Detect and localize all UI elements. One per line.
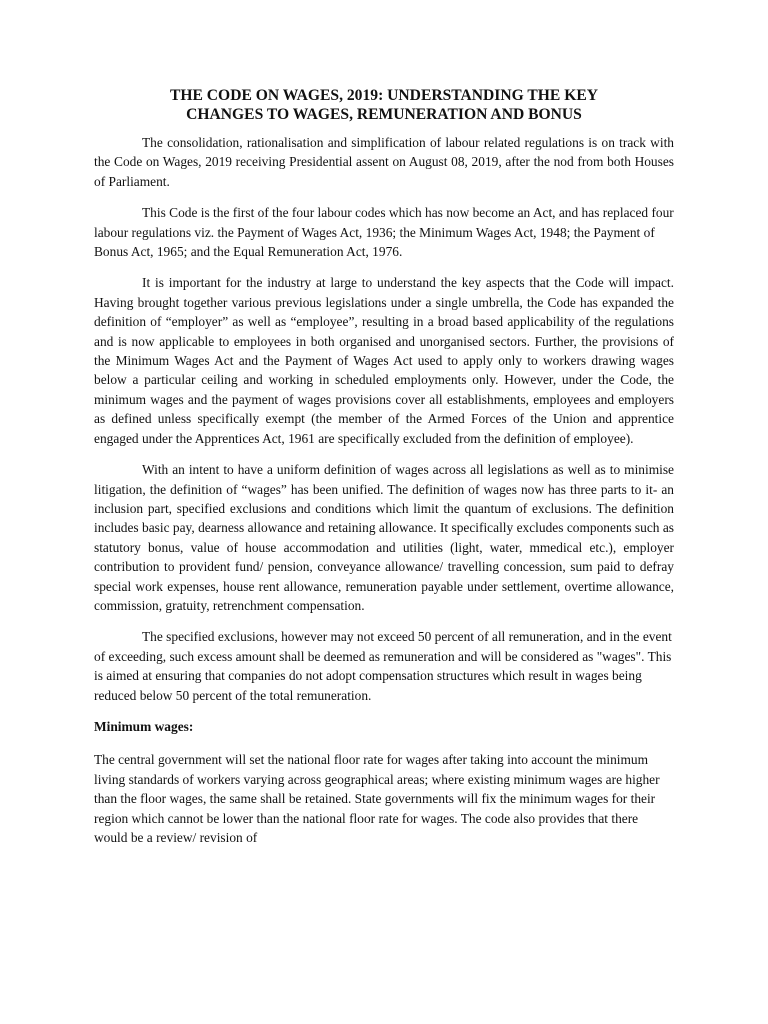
paragraph-wages-definition: With an intent to have a uniform definition of wages across all legislations as well as to minimise litigation, the definition of “wages” has been unified. The definition of wages now has three parts to it- an inclusion part, specified exclusions and conditions which limit the quantum of exclusions. The definition includes basic pay, dearness allowance and retaining allowance. It specifically excludes components such as statutory bonus, value of house accommodation and utilities (light, water, mmedical etc.), employer contribution to provident fund/ pension, conveyance allowance/ travelling concession, sum paid to defray special work expenses, house rent allowance, remuneration payable under settlement, overtime allowance, commission, gratuity, retrenchment compensation. xyxy=(94,462,674,613)
paragraph-specified-exclusions: The specified exclusions, however may not exceed 50 percent of all remuneration, and in the event of exceeding, such excess amount shall be deemed as remuneration and will be considered as "wages". This is aimed at ensuring that companies do not adopt compensation structures which result in wages being reduced below 50 percent of the total remuneration. xyxy=(94,629,672,703)
document-title xyxy=(94,86,674,124)
title-line-1: THE CODE ON WAGES, 2019: UNDERSTANDING THE KEY xyxy=(169,87,599,104)
paragraph-first-code: This Code is the first of the four labour codes which has now become an Act, and has replaced four labour regulations viz. the Payment of Wages Act, 1936; the Minimum Wages Act, 1948; the Payment of Bonus Act, 1965; and the Equal Remuneration Act, 1976. xyxy=(94,205,674,260)
title-line-2: CHANGES TO WAGES, REMUNERATION AND BONUS xyxy=(186,106,582,123)
paragraph-key-aspects: It is important for the industry at large to understand the key aspects that the Code will impact. Having brought together various previous legislations under a single umbrella, the Code has expanded the definition of “employer” as well as “employee”, resulting in a broad based applicability of the regulations and is now applicable to employees in both organised and unorganised sectors. Further, the provisions of the Minimum Wages Act and the Payment of Wages Act used to apply only to workers drawing wages below a particular ceiling and working in scheduled employments only. However, under the Code, the minimum wages and the payment of wages provisions cover all establishments, employees and employers as defined unless specifically exempt (the member of the Armed Forces of the Union and apprentice engaged under the Apprentices Act, 1961 are specifically excluded from the definition of employee). xyxy=(94,275,674,446)
paragraph-consolidation: The consolidation, rationalisation and simplification of labour related regulations is on track with the Code on Wages, 2019 receiving Presidential assent on August 08, 2019, after the nod from both Houses of Parliament. xyxy=(94,135,674,189)
section-heading-minimum-wages: Minimum wages: xyxy=(94,718,194,734)
paragraph-minimum-wages: The central government will set the national floor rate for wages after taking into account the minimum living standards of workers varying across geographical areas; where existing minimum wages are higher than the floor wages, the same shall be retained. State governments will fix the minimum wages for their region which cannot be lower than the national floor rate for wages. The code also provides that there would be a review/ revision of xyxy=(94,752,660,845)
